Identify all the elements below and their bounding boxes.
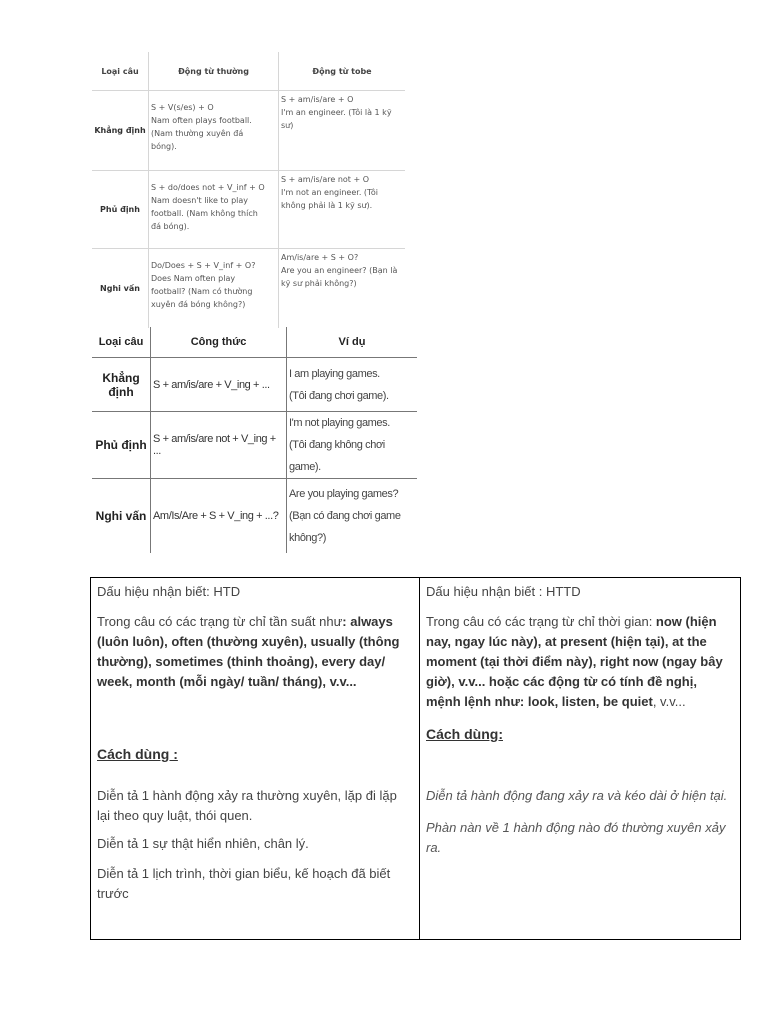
cell-line: S + do/does not + V_inf + O [151, 183, 265, 192]
verb-forms-table [92, 52, 405, 328]
cell-line: football? (Nam có thường [151, 287, 253, 296]
header-example: Ví dụ [287, 327, 418, 358]
cell-line: Are you playing games? [289, 487, 399, 500]
right-usage-item: Phàn nàn về 1 hành động nào đó thường xuyên xảy ra. [426, 820, 726, 855]
cell-line: Do/Does + S + V_inf + O? [151, 261, 256, 270]
row-type-question: Nghi vấn [92, 249, 149, 328]
left-sign-intro: Trong câu có các trạng từ chỉ tần suất như [97, 614, 343, 629]
cell-line: sư) [281, 121, 294, 130]
cell-line: Am/is/are + S + O? [281, 253, 359, 262]
table-header-row [92, 327, 417, 358]
cell-line: xuyên đá bóng không?) [151, 300, 246, 309]
right-sign-intro: Trong câu có các trạng từ chỉ thời gian: [426, 614, 656, 629]
cell-line: kỹ sư phải không?) [281, 279, 357, 288]
row-type-affirmative: Khẳng định [92, 91, 149, 171]
simple-present-column [91, 578, 420, 939]
header-sentence-type: Loại câu [92, 52, 149, 91]
cell-line: I am playing games. [289, 367, 380, 380]
right-signs [426, 612, 734, 712]
left-usage-item: Diễn tả 1 sự thật hiển nhiên, chân lý. [97, 836, 309, 851]
right-sign-keywords: now (hiện nay, ngay lúc này), at present (hiện tại), at the moment (tại thời điểm này), right now (ngay bây giờ), v.v... hoặc các động từ có tính đề nghị, mệnh lệnh như: look, listen, be quiet [426, 614, 723, 709]
cell-normal-affirmative [149, 91, 279, 171]
comparison-box [90, 577, 741, 940]
left-sign-keywords: : always (luôn luôn), often (thường xuyên), usually (thông thường), sometimes (thinh thoảng), every day/ week, month (mỗi ngày/ tuần/ tháng), v.v... [97, 614, 400, 689]
cell-line: Does Nam often play [151, 274, 236, 283]
cell-formula-question: Am/Is/Are + S + V_ing + ...? [151, 479, 287, 553]
table-row [92, 171, 405, 249]
table-row [92, 91, 405, 171]
row-type-question: Nghi vấn [92, 479, 151, 553]
cell-tobe-negative [279, 171, 406, 249]
cell-line: I'm not playing games. [289, 417, 390, 429]
row-type-affirmative: Khẳng định [92, 358, 151, 412]
cell-line: (Nam thường xuyên đá [151, 129, 244, 138]
cell-line: Nam doesn't like to play [151, 196, 249, 205]
right-title: Dấu hiệu nhận biết : HTTD [426, 584, 581, 599]
cell-line: đá bóng). [151, 222, 190, 231]
cell-example-negative [287, 412, 418, 479]
cell-normal-question [149, 249, 279, 328]
cell-example-affirmative [287, 358, 418, 412]
cell-line: I'm an engineer. (Tôi là 1 kỹ [281, 108, 392, 117]
cell-line: (Bạn có đang chơi game [289, 509, 401, 522]
present-continuous-table [92, 327, 417, 553]
left-title: Dấu hiệu nhận biết: HTD [97, 584, 241, 599]
row-type-negative: Phủ định [92, 412, 151, 479]
left-signs [97, 612, 413, 692]
cell-tobe-question [279, 249, 406, 328]
cell-line: Nam often plays football. [151, 116, 252, 125]
right-sign-tail: , v.v... [652, 694, 686, 709]
left-usage-item: Diễn tả 1 hành động xảy ra thường xuyên, lặp đi lặp lại theo quy luật, thói quen. [97, 788, 397, 823]
cell-tobe-affirmative [279, 91, 406, 171]
table-row [92, 412, 417, 479]
cell-line: không?) [289, 531, 326, 544]
right-usage-item: Diễn tả hành động đang xảy ra và kéo dài ở hiện tại. [426, 788, 728, 803]
cell-normal-negative [149, 171, 279, 249]
cell-line: S + V(s/es) + O [151, 103, 214, 112]
table-row [92, 479, 417, 553]
header-normal-verb: Động từ thường [149, 52, 279, 91]
cell-line: I'm not an engineer. (Tôi [281, 188, 378, 197]
header-sentence-type: Loại câu [92, 327, 151, 358]
present-continuous-column [420, 578, 740, 939]
cell-line: S + am/is/are not + O [281, 175, 370, 184]
cell-line: (Tôi đang không chơi game). [289, 439, 385, 473]
cell-line: bóng). [151, 142, 177, 151]
table-header-row [92, 52, 405, 91]
cell-line: không phải là 1 kỹ sư). [281, 201, 373, 210]
table-row [92, 358, 417, 412]
cell-formula-affirmative: S + am/is/are + V_ing + ... [151, 358, 287, 412]
table-row [92, 249, 405, 328]
row-type-negative: Phủ định [92, 171, 149, 249]
cell-example-question [287, 479, 418, 553]
left-usage-item: Diễn tả 1 lịch trình, thời gian biểu, kế hoạch đã biết trước [97, 866, 391, 901]
header-formula: Công thức [151, 327, 287, 358]
left-usage-heading: Cách dùng : [97, 746, 178, 762]
cell-line: S + am/is/are + O [281, 95, 354, 104]
cell-line: football. (Nam không thích [151, 209, 258, 218]
header-tobe-verb: Động từ tobe [279, 52, 406, 91]
cell-line: (Tôi đang chơi game). [289, 389, 389, 402]
right-usage-heading: Cách dùng: [426, 726, 503, 742]
cell-formula-negative: S + am/is/are not + V_ing + ... [151, 412, 287, 479]
cell-line: Are you an engineer? (Bạn là [281, 266, 398, 275]
